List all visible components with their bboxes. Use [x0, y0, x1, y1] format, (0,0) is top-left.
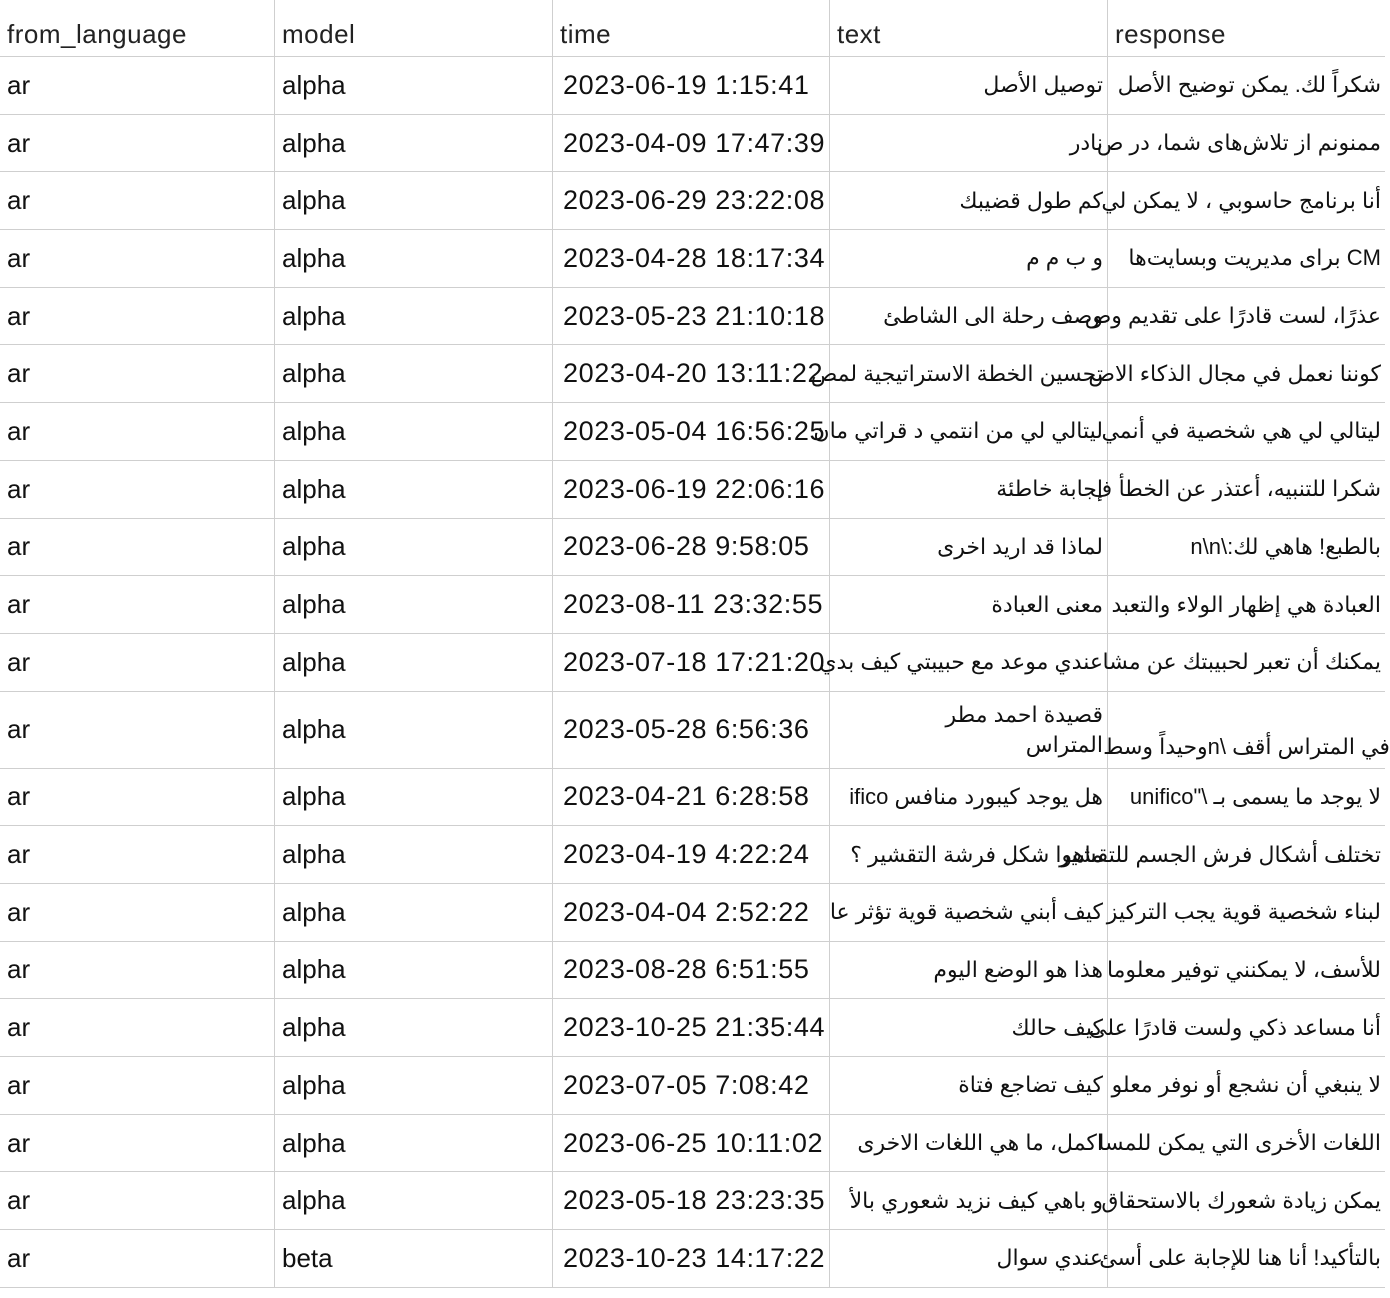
cell-response[interactable]: للأسف، لا يمكنني توفير معلوما	[1106, 956, 1381, 982]
cell-response[interactable]: ليتالي لي هي شخصية في أنمي	[1101, 418, 1381, 444]
cell-time[interactable]: 2023-06-19 22:06:16	[553, 461, 830, 518]
table-row[interactable]	[0, 826, 1385, 884]
cell-text-line: قصيدة احمد مطر	[945, 701, 1103, 727]
cell-time[interactable]: 2023-05-18 23:23:35	[553, 1172, 830, 1229]
cell-model[interactable]: alpha	[275, 999, 553, 1056]
table-row[interactable]	[0, 115, 1385, 173]
table-row[interactable]	[0, 634, 1385, 692]
cell-response[interactable]: يمكن زيادة شعورك بالاستحقاق	[1101, 1187, 1381, 1213]
table-row[interactable]	[0, 230, 1385, 288]
cell-text[interactable]: عندي سوال	[830, 1230, 1108, 1287]
cell-text[interactable]: كيف تضاجع فتاة	[830, 1057, 1108, 1114]
cell-from-language[interactable]: ar	[0, 57, 275, 114]
table-row[interactable]	[0, 1115, 1385, 1173]
cell-text[interactable]: ماهوا شكل فرشة التقشير ؟	[830, 826, 1108, 883]
table-row[interactable]	[0, 769, 1385, 827]
cell-text-line: المتراس	[1025, 731, 1103, 757]
cell-model[interactable]: alpha	[275, 172, 553, 229]
cell-time[interactable]: 2023-04-21 6:28:58	[553, 769, 830, 826]
cell-text[interactable]: توصيل الأصل	[830, 57, 1108, 114]
cell-response[interactable]: CM برای مدیریت وبسایت‌ها	[1128, 245, 1381, 271]
table-row[interactable]	[0, 345, 1385, 403]
cell-text[interactable]: و باهي كيف نزيد شعوري بالأ	[830, 1172, 1108, 1229]
cell-response[interactable]: تختلف أشكال فرش الجسم للتقشير	[1059, 841, 1381, 867]
cell-text[interactable]: كيف حالك	[830, 999, 1108, 1056]
cell-from-language[interactable]: ar	[0, 115, 275, 172]
cell-model[interactable]: beta	[275, 1230, 553, 1287]
cell-from-language[interactable]: ar	[0, 1057, 275, 1114]
table-row[interactable]	[0, 57, 1385, 115]
column-header-text[interactable]: text	[830, 0, 1108, 56]
cell-from-language[interactable]: ar	[0, 634, 275, 691]
cell-text[interactable]: لماذا قد اريد اخرى	[830, 519, 1108, 576]
table-row[interactable]	[0, 1230, 1385, 1288]
cell-model[interactable]: alpha	[275, 826, 553, 883]
cell-from-language[interactable]: ar	[0, 403, 275, 460]
cell-from-language[interactable]: ar	[0, 345, 275, 402]
cell-text[interactable]: كم طول قضيبك	[830, 172, 1108, 229]
cell-response[interactable]: أنا برنامج حاسوبي ، لا يمكن لي	[1101, 187, 1381, 213]
cell-from-language[interactable]: ar	[0, 576, 275, 633]
cell-response[interactable]: بالتأكيد! أنا هنا للإجابة على أسئ	[1099, 1245, 1381, 1271]
table-row[interactable]	[0, 942, 1385, 1000]
cell-time[interactable]: 2023-10-25 21:35:44	[553, 999, 830, 1056]
cell-text[interactable]: اكمل، ما هي اللغات الاخرى	[830, 1115, 1108, 1172]
cell-time[interactable]: 2023-04-20 13:11:22	[553, 345, 830, 402]
cell-time[interactable]: 2023-05-28 6:56:36	[553, 692, 830, 768]
cell-time[interactable]: 2023-04-19 4:22:24	[553, 826, 830, 883]
cell-time[interactable]: 2023-07-18 17:21:20	[553, 634, 830, 691]
cell-text[interactable]: عندي موعد مع حبيبتي كيف بدي	[830, 634, 1108, 691]
cell-time[interactable]: 2023-06-19 1:15:41	[553, 57, 830, 114]
cell-from-language[interactable]: ar	[0, 826, 275, 883]
column-header-model[interactable]: model	[275, 0, 553, 56]
table-row[interactable]	[0, 403, 1385, 461]
cell-time[interactable]: 2023-05-23 21:10:18	[553, 288, 830, 345]
cell-text[interactable]: هل يوجد كيبورد منافس ifico	[830, 769, 1108, 826]
cell-time[interactable]: 2023-04-09 17:47:39	[553, 115, 830, 172]
cell-model[interactable]: alpha	[275, 1172, 553, 1229]
cell-response[interactable]: عذرًا، لست قادرًا على تقديم وص	[1084, 303, 1381, 329]
cell-model[interactable]: alpha	[275, 942, 553, 999]
cell-model[interactable]: alpha	[275, 288, 553, 345]
cell-time[interactable]: 2023-06-25 10:11:02	[553, 1115, 830, 1172]
table-row[interactable]	[0, 288, 1385, 346]
cell-text[interactable]	[830, 692, 1108, 768]
cell-from-language[interactable]: ar	[0, 230, 275, 287]
cell-response[interactable]: كوننا نعمل في مجال الذكاء الاص	[1088, 360, 1381, 386]
cell-from-language[interactable]: ar	[0, 288, 275, 345]
cell-response[interactable]: بالطبع! هاهي لك:\n\n	[1190, 533, 1381, 559]
table-row[interactable]	[0, 461, 1385, 519]
cell-response[interactable]: في المتراس أقف \nوحيداً وسط	[1103, 733, 1390, 759]
table-row[interactable]	[0, 884, 1385, 942]
column-header-from-language[interactable]: from_language	[0, 0, 275, 56]
cell-from-language[interactable]: ar	[0, 519, 275, 576]
cell-time[interactable]: 2023-05-04 16:56:25	[553, 403, 830, 460]
cell-model[interactable]: alpha	[275, 230, 553, 287]
cell-from-language[interactable]: ar	[0, 1115, 275, 1172]
cell-model[interactable]: alpha	[275, 115, 553, 172]
cell-model[interactable]: alpha	[275, 634, 553, 691]
cell-from-language[interactable]: ar	[0, 172, 275, 229]
cell-response[interactable]: شكرا للتنبيه، أعتذر عن الخطأ ف	[1089, 476, 1381, 502]
cell-text[interactable]: إجابة خاطئة	[830, 461, 1108, 518]
table-row[interactable]	[0, 692, 1390, 769]
cell-response[interactable]: أنا مساعد ذكي ولست قادرًا على	[1089, 1014, 1381, 1040]
cell-from-language[interactable]: ar	[0, 769, 275, 826]
column-header-response[interactable]: response	[1115, 19, 1226, 49]
cell-from-language[interactable]: ar	[0, 461, 275, 518]
cell-text[interactable]: تحسين الخطة الاستراتيجية لمص	[830, 345, 1108, 402]
cell-model[interactable]: alpha	[275, 1057, 553, 1114]
cell-time[interactable]: 2023-04-28 18:17:34	[553, 230, 830, 287]
table-row[interactable]	[0, 172, 1385, 230]
cell-response[interactable]: يمكنك أن تعبر لحبيبتك عن مشا	[1102, 649, 1381, 675]
cell-model[interactable]: alpha	[275, 576, 553, 633]
cell-text[interactable]: ليتالي لي من انتمي د قراتي مان	[830, 403, 1108, 460]
cell-model[interactable]: alpha	[275, 692, 553, 768]
column-header-time[interactable]: time	[553, 0, 830, 56]
cell-model[interactable]: alpha	[275, 57, 553, 114]
cell-text[interactable]: نادر	[830, 115, 1108, 172]
header-row	[0, 0, 1385, 57]
cell-from-language[interactable]: ar	[0, 884, 275, 941]
cell-text[interactable]: كيف أبني شخصية قوية تؤثر عا	[830, 884, 1108, 941]
cell-from-language[interactable]: ar	[0, 999, 275, 1056]
cell-from-language[interactable]: ar	[0, 692, 275, 768]
cell-text[interactable]: و ب م م	[830, 230, 1108, 287]
cell-model[interactable]: alpha	[275, 769, 553, 826]
cell-time[interactable]: 2023-08-28 6:51:55	[553, 942, 830, 999]
cell-response[interactable]: العبادة هي إظهار الولاء والتعبد	[1111, 591, 1381, 617]
cell-model[interactable]: alpha	[275, 884, 553, 941]
cell-time[interactable]: 2023-07-05 7:08:42	[553, 1057, 830, 1114]
cell-model[interactable]: alpha	[275, 1115, 553, 1172]
cell-time[interactable]: 2023-06-29 23:22:08	[553, 172, 830, 229]
cell-time[interactable]: 2023-04-04 2:52:22	[553, 884, 830, 941]
cell-model[interactable]: alpha	[275, 519, 553, 576]
cell-text[interactable]: معنى العبادة	[830, 576, 1108, 633]
cell-response[interactable]: لا ينبغي أن نشجع أو نوفر معلو	[1111, 1072, 1381, 1098]
table-row[interactable]	[0, 1057, 1385, 1115]
cell-response[interactable]: لبناء شخصية قوية يجب التركيز	[1106, 899, 1381, 925]
cell-time[interactable]: 2023-06-28 9:58:05	[553, 519, 830, 576]
cell-model[interactable]: alpha	[275, 461, 553, 518]
table-body	[0, 57, 1390, 1288]
cell-model[interactable]: alpha	[275, 345, 553, 402]
cell-model[interactable]: alpha	[275, 403, 553, 460]
cell-response[interactable]: ممنونم از تلاش‌های شما، در ص	[1096, 130, 1381, 156]
cell-response[interactable]: لا يوجد ما يسمى بـ \"unifico	[1129, 783, 1381, 809]
table-row[interactable]	[0, 576, 1385, 634]
cell-response[interactable]: شكراً لك. يمكن توضيح الأصل	[1117, 72, 1381, 98]
cell-from-language[interactable]: ar	[0, 942, 275, 999]
table-row[interactable]	[0, 999, 1385, 1057]
cell-time[interactable]: 2023-08-11 23:32:55	[553, 576, 830, 633]
cell-response[interactable]: اللغات الأخرى التي يمكن للمسا	[1098, 1130, 1381, 1156]
table-row[interactable]	[0, 1172, 1385, 1230]
cell-from-language[interactable]: ar	[0, 1230, 275, 1287]
table-row[interactable]	[0, 519, 1385, 577]
cell-time[interactable]: 2023-10-23 14:17:22	[553, 1230, 830, 1287]
cell-from-language[interactable]: ar	[0, 1172, 275, 1229]
cell-text[interactable]: وصف رحلة الى الشاطئ	[830, 288, 1108, 345]
cell-text[interactable]: هذا هو الوضع اليوم	[830, 942, 1108, 999]
